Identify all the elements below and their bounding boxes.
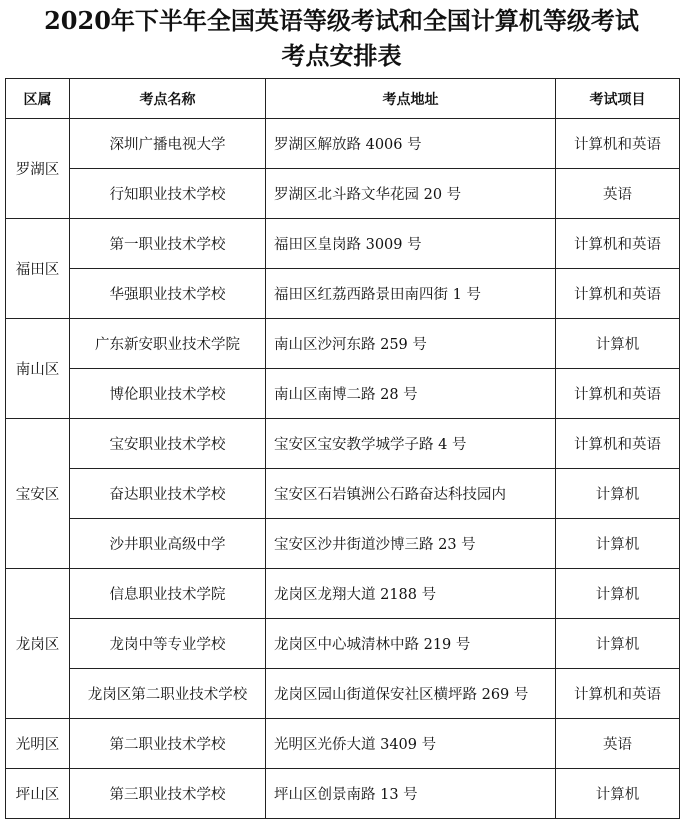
- exam-subject-cell: 计算机和英语: [556, 219, 680, 269]
- district-cell: 宝安区: [6, 419, 70, 569]
- district-cell: 福田区: [6, 219, 70, 319]
- exam-subject-cell: 计算机: [556, 769, 680, 819]
- exam-subject-cell: 计算机: [556, 519, 680, 569]
- exam-subject-cell: 计算机: [556, 569, 680, 619]
- district-cell: 龙岗区: [6, 569, 70, 719]
- site-address-cell: 宝安区宝安教学城学子路 4 号: [266, 419, 556, 469]
- exam-subject-cell: 计算机: [556, 619, 680, 669]
- table-row: [6, 319, 680, 369]
- exam-subject-cell: 计算机和英语: [556, 269, 680, 319]
- table-row: [6, 369, 680, 419]
- table-row: [6, 219, 680, 269]
- header-exam-subject: 考试项目: [556, 79, 680, 119]
- site-address-cell: 南山区沙河东路 259 号: [266, 319, 556, 369]
- exam-site-table: [5, 78, 680, 819]
- district-cell: 南山区: [6, 319, 70, 419]
- header-district: 区属: [6, 79, 70, 119]
- table-row: [6, 669, 680, 719]
- exam-subject-cell: 英语: [556, 169, 680, 219]
- site-address-cell: 龙岗区园山街道保安社区横坪路 269 号: [266, 669, 556, 719]
- exam-subject-cell: 英语: [556, 719, 680, 769]
- table-row: [6, 569, 680, 619]
- exam-subject-cell: 计算机: [556, 319, 680, 369]
- exam-subject-cell: 计算机和英语: [556, 419, 680, 469]
- table-row: [6, 719, 680, 769]
- site-name-cell: 广东新安职业技术学院: [70, 319, 266, 369]
- site-address-cell: 罗湖区解放路 4006 号: [266, 119, 556, 169]
- district-cell: 坪山区: [6, 769, 70, 819]
- table-row: [6, 419, 680, 469]
- document-title-line2: 考点安排表: [281, 41, 402, 70]
- site-address-cell: 宝安区沙井街道沙博三路 23 号: [266, 519, 556, 569]
- exam-subject-cell: 计算机和英语: [556, 369, 680, 419]
- table-row: [6, 169, 680, 219]
- site-name-cell: 龙岗区第二职业技术学校: [70, 669, 266, 719]
- site-name-cell: 华强职业技术学校: [70, 269, 266, 319]
- document-title-line1: 2020年下半年全国英语等级考试和全国计算机等级考试: [44, 6, 639, 35]
- site-name-cell: 第三职业技术学校: [70, 769, 266, 819]
- table-row: [6, 269, 680, 319]
- district-cell: 罗湖区: [6, 119, 70, 219]
- site-name-cell: 信息职业技术学院: [70, 569, 266, 619]
- table-row: [6, 769, 680, 819]
- site-address-cell: 龙岗区龙翔大道 2188 号: [266, 569, 556, 619]
- table-row: [6, 619, 680, 669]
- exam-subject-cell: 计算机: [556, 469, 680, 519]
- site-name-cell: 第二职业技术学校: [70, 719, 266, 769]
- site-name-cell: 深圳广播电视大学: [70, 119, 266, 169]
- exam-subject-cell: 计算机和英语: [556, 669, 680, 719]
- site-address-cell: 龙岗区中心城清林中路 219 号: [266, 619, 556, 669]
- site-address-cell: 福田区皇岗路 3009 号: [266, 219, 556, 269]
- exam-subject-cell: 计算机和英语: [556, 119, 680, 169]
- site-address-cell: 南山区南博二路 28 号: [266, 369, 556, 419]
- table-row: [6, 119, 680, 169]
- site-name-cell: 沙井职业高级中学: [70, 519, 266, 569]
- table-row: [6, 469, 680, 519]
- site-name-cell: 行知职业技术学校: [70, 169, 266, 219]
- table-header-row: [6, 79, 680, 119]
- table-body: [6, 119, 680, 819]
- site-address-cell: 福田区红荔西路景田南四街 1 号: [266, 269, 556, 319]
- site-address-cell: 光明区光侨大道 3409 号: [266, 719, 556, 769]
- site-name-cell: 博伦职业技术学校: [70, 369, 266, 419]
- header-site-name: 考点名称: [70, 79, 266, 119]
- district-cell: 光明区: [6, 719, 70, 769]
- table-row: [6, 519, 680, 569]
- site-name-cell: 宝安职业技术学校: [70, 419, 266, 469]
- site-name-cell: 奋达职业技术学校: [70, 469, 266, 519]
- header-site-address: 考点地址: [266, 79, 556, 119]
- site-address-cell: 罗湖区北斗路文华花园 20 号: [266, 169, 556, 219]
- site-name-cell: 第一职业技术学校: [70, 219, 266, 269]
- site-address-cell: 宝安区石岩镇洲公石路奋达科技园内: [266, 469, 556, 519]
- site-address-cell: 坪山区创景南路 13 号: [266, 769, 556, 819]
- site-name-cell: 龙岗中等专业学校: [70, 619, 266, 669]
